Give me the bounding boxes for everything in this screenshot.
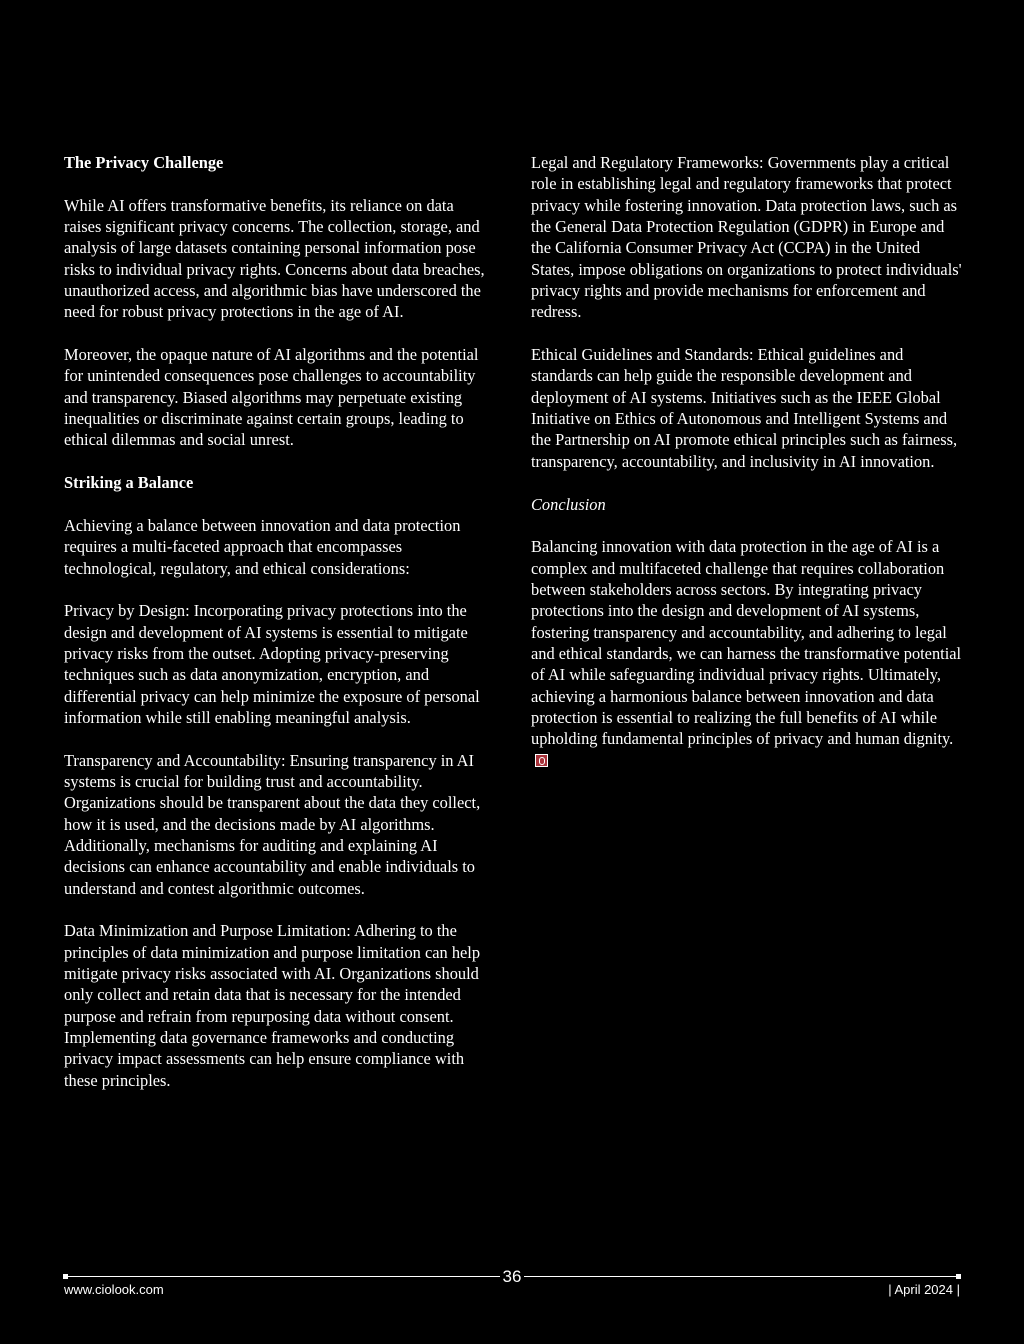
footer-rule-left bbox=[66, 1276, 500, 1277]
conclusion-text: Balancing innovation with data protection in the age of AI is a complex and multifaceted challenge that requires collaboration between stakeholders across sectors. By integrating privacy protections into the design and development of AI systems, fostering transparency and accountability, and adhering to legal and ethical standards, we can harness the transformative potential of AI while safeguarding individual privacy rights. Ultimately, achieving a harmonious balance between innovation and data protection is essential to realizing the full benefits of AI while upholding fundamental principles of privacy and human dignity. bbox=[531, 537, 962, 749]
footer-website: www.ciolook.com bbox=[64, 1282, 164, 1297]
conclusion-paragraph bbox=[531, 536, 963, 771]
body-paragraph: Achieving a balance between innovation and data protection requires a multi-faceted approach that encompasses technological, regulatory, and ethical considerations: bbox=[64, 515, 461, 578]
body-paragraph: Moreover, the opaque nature of AI algorithms and the potential for unintended consequences pose challenges to accountability and transparency. Biased algorithms may perpetuate existing inequalities or discriminate against certain groups, leading to ethical dilemmas and social unrest. bbox=[64, 345, 479, 450]
article-end-mark-icon bbox=[535, 754, 548, 767]
right-column bbox=[531, 152, 963, 792]
footer-right-dot bbox=[956, 1274, 961, 1279]
body-paragraph: While AI offers transformative benefits, its reliance on data raises significant privacy concerns. The collection, storage, and analysis of large datasets containing personal information pose risks to individual privacy rights. Concerns about data breaches, unauthorized access, and algorithmic bias have underscored the need for robust privacy protections in the age of AI. bbox=[64, 195, 485, 322]
footer-issue-date: | April 2024 | bbox=[888, 1282, 960, 1297]
left-column bbox=[64, 152, 494, 1112]
body-paragraph: Ethical Guidelines and Standards: Ethical guidelines and standards can help guide the responsible development and deployment of AI systems. Initiatives such as the IEEE Global Initiative on Ethics of Autonomous and Intelligent Systems and the Partnership on AI promote ethical principles such as fairness, transparency, accountability, and inclusivity in AI innovation. bbox=[531, 345, 958, 471]
page-number: 36 bbox=[502, 1267, 522, 1286]
body-paragraph: Data Minimization and Purpose Limitation: Adhering to the principles of data minimization and purpose limitation can help mitigate privacy risks associated with AI. Organizations should only collect and retain data that is necessary for the intended purpose and refrain from repurposing data without consent. Implementing data governance frameworks and conducting privacy impact assessments can help ensure compliance with these principles. bbox=[64, 921, 481, 1090]
section-heading-conclusion: Conclusion bbox=[531, 494, 606, 514]
section-heading-striking-balance: Striking a Balance bbox=[64, 473, 194, 493]
footer-rule-right bbox=[524, 1276, 958, 1277]
body-paragraph: Transparency and Accountability: Ensuring transparency in AI systems is crucial for building trust and accountability. Organizations should be transparent about the data they collect, how it is used, and the decisions made by AI algorithms. Additionally, mechanisms for auditing and explaining AI decisions can enhance accountability and enable individuals to understand and contest algorithmic outcomes. bbox=[64, 750, 481, 898]
section-heading-privacy-challenge: The Privacy Challenge bbox=[64, 153, 224, 172]
body-paragraph: Privacy by Design: Incorporating privacy protections into the design and development of AI systems is essential to mitigate privacy risks from the outset. Adopting privacy-preserving techniques such as data anonymization, encryption, and differential privacy can help minimize the exposure of personal information while still enabling meaningful analysis. bbox=[64, 601, 480, 727]
body-paragraph: Legal and Regulatory Frameworks: Governments play a critical role in establishing legal and regulatory frameworks that protect privacy while fostering innovation. Data protection laws, such as the General Data Protection Regulation (GDPR) in Europe and the California Consumer Privacy Act (CCPA) in the United States, impose obligations on organizations to protect individuals' privacy rights and provide mechanisms for enforcement and redress. bbox=[531, 153, 962, 322]
